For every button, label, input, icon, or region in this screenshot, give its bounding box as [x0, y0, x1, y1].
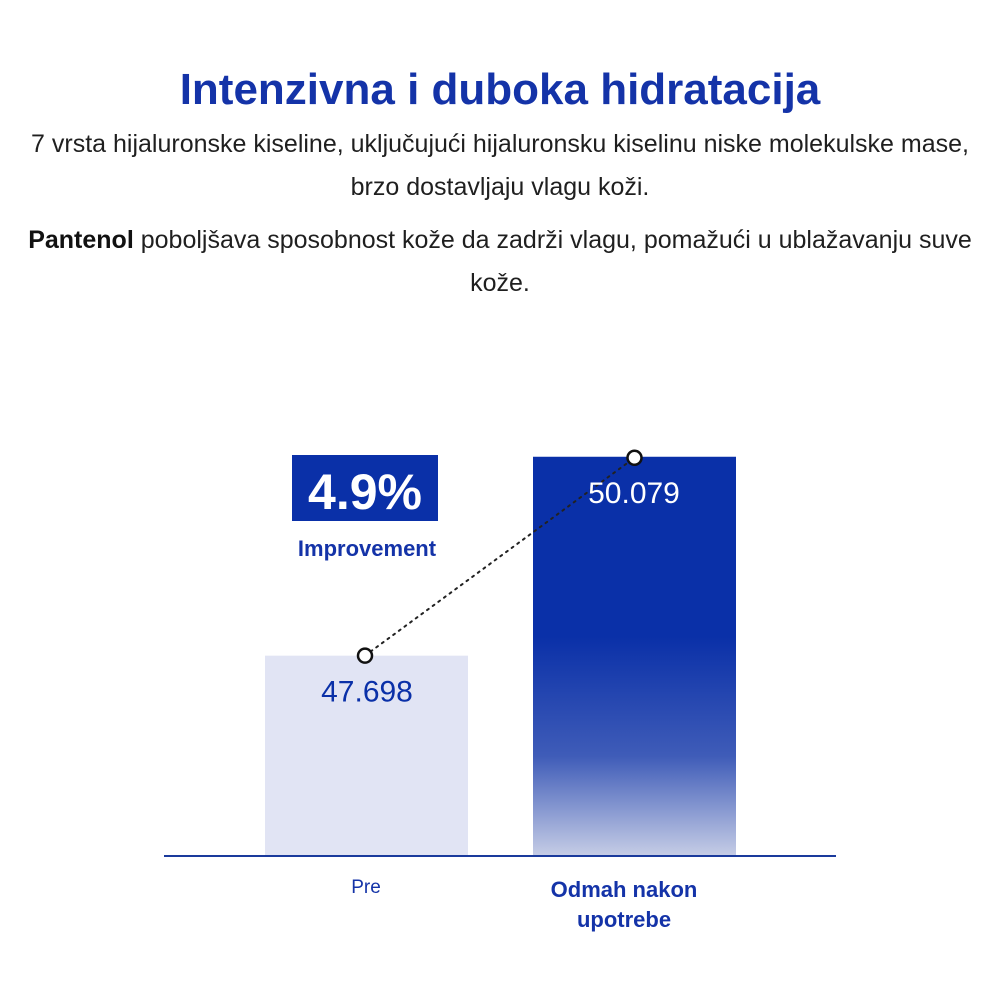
improvement-value: 4.9%: [308, 464, 422, 520]
value-marker: [358, 649, 372, 663]
page-title: Intenzivna i duboka hidratacija: [179, 65, 821, 114]
category-label: upotrebe: [576, 907, 672, 932]
category-label: Odmah nakon: [550, 877, 698, 902]
bar-after-use: [533, 457, 736, 856]
panthenol-text: poboljšava sposobnost kože da zadrži vlagu, pomažući u ublažavanju suve kože.: [133, 226, 972, 297]
data-label: 47.698: [321, 675, 413, 709]
description-hyaluronic: 7 vrsta hijaluronske kiseline, uključujući hijaluronsku kiselinu niske molekulske mase, brzo dostavljaju vlagu koži.: [31, 130, 969, 201]
category-label: Pre: [351, 877, 381, 898]
panthenol-term: Pantenol: [28, 226, 134, 254]
category-label-group: [351, 877, 697, 932]
data-label: 50.079: [588, 476, 680, 510]
value-marker: [628, 451, 642, 465]
improvement-label: Improvement: [297, 536, 437, 561]
